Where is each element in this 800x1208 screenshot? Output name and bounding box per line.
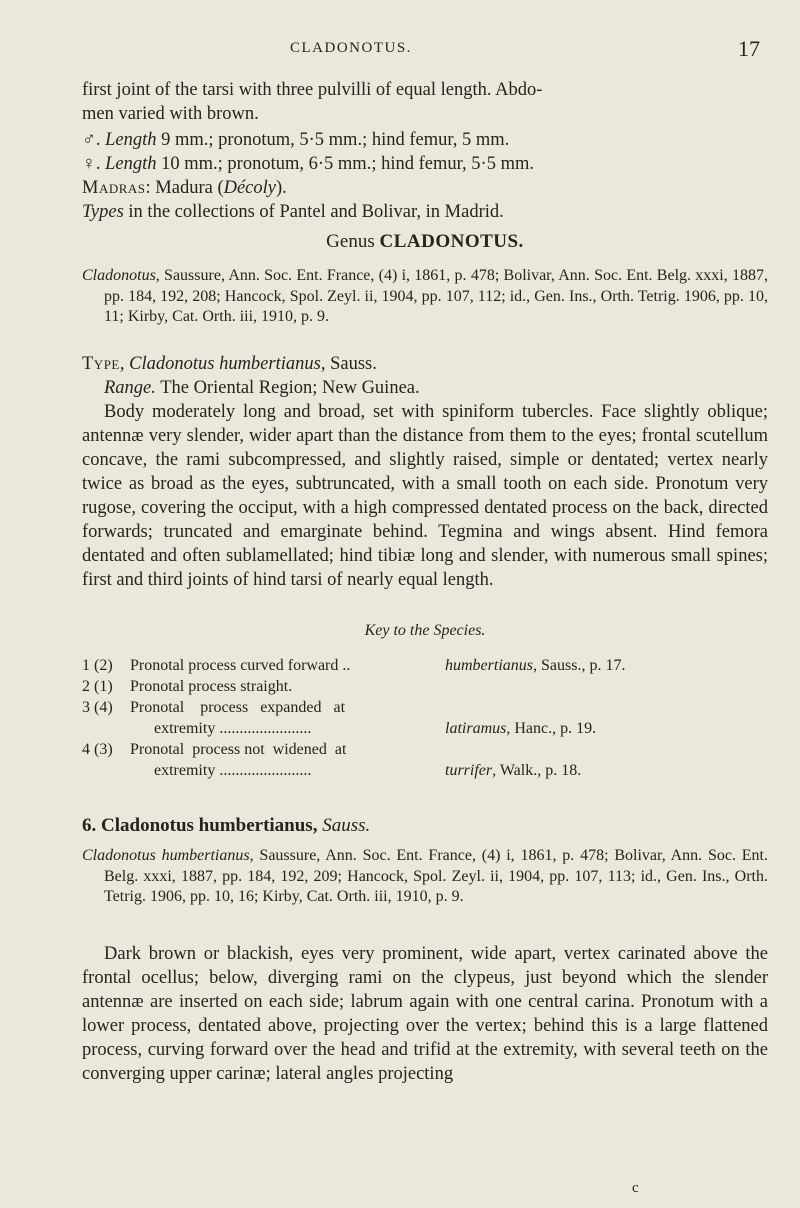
locality-close: ). — [276, 178, 287, 198]
collector-name: Décoly — [223, 178, 276, 198]
species-author: Sauss. — [322, 815, 371, 836]
key-row — [82, 676, 768, 697]
locality — [82, 176, 768, 200]
intro-line-1: first joint of the tarsi with three pulvilli of equal length. Abdo- — [82, 80, 543, 100]
species-references — [82, 846, 768, 908]
species-ref-name: Cladonotus humbertianus — [82, 847, 250, 864]
types-label: Types — [82, 202, 124, 222]
species-reference-text — [82, 846, 768, 908]
genus-type-and-range — [82, 352, 768, 592]
genus-ref-name: Cladonotus — [82, 267, 156, 284]
species-heading-line — [82, 814, 768, 838]
female-symbol: ♀. — [82, 154, 101, 174]
signature-mark: c — [632, 1180, 639, 1196]
key-species-ref: , Sauss., p. 17. — [533, 657, 626, 674]
genus-heading-name: CLADONOTUS. — [379, 231, 524, 252]
key-species-name: humbertianus — [445, 657, 533, 674]
key-species-name: latiramus — [445, 720, 507, 737]
key-row — [82, 718, 768, 739]
locality-label: Madras — [82, 178, 146, 198]
key-row-description: Pronotal process straight. — [130, 678, 293, 695]
key-row-description: Pronotal process expanded at — [130, 699, 346, 716]
male-length-label: Length — [105, 130, 157, 150]
type-label: Type — [82, 354, 120, 374]
species-number: 6. — [82, 815, 97, 836]
female-length-label: Length — [105, 154, 157, 174]
key-row-description: Pronotal process not widened at — [130, 741, 347, 758]
genus-reference-text — [82, 266, 768, 328]
key-row — [82, 760, 768, 781]
key-row-number: 1 (2) — [82, 657, 113, 674]
key-row-species — [445, 655, 625, 676]
key-row-description: extremity ....................... — [154, 720, 312, 737]
key-row-species — [445, 718, 596, 739]
intro-line-2: men varied with brown. — [82, 104, 259, 124]
key-species-ref: , Hanc., p. 19. — [506, 720, 597, 737]
female-length-text: 10 mm.; pronotum, 6·5 mm.; hind femur, 5·5 mm. — [161, 154, 534, 174]
key-row-number: 2 (1) — [82, 678, 113, 695]
species-key — [82, 655, 768, 781]
male-length-text: 9 mm.; pronotum, 5·5 mm.; hind femur, 5 mm. — [161, 130, 510, 150]
page-number: 17 — [738, 36, 760, 61]
type-species: Cladonotus humbertianus — [129, 354, 321, 374]
key-species-name: turrifer — [445, 762, 493, 779]
genus-ref-body: , Saussure, Ann. Soc. Ent. France, (4) i, 1861, p. 478; Bolivar, Ann. Soc. Ent. Belg. xxxi, 1887, pp. 184, 192, 208; Hancock, Spol. Zeyl. ii, 1904, pp. 107, 112; id., Gen. Ins., Orth. Tetrig. 1906, pp. 10, 11; Kirby, Cat. Orth. iii, 1910, p. 9. — [104, 267, 768, 325]
key-row — [82, 697, 768, 718]
key-row — [82, 655, 768, 676]
page-header — [0, 36, 800, 66]
running-title: CLADONOTUS. — [290, 40, 412, 56]
key-row-number: 3 (4) — [82, 699, 113, 716]
locality-text: : Madura ( — [145, 178, 224, 198]
types-text: in the collections of Pantel and Bolivar, in Madrid. — [128, 202, 504, 222]
range-label: Range. — [104, 378, 156, 398]
previous-species-end — [82, 78, 768, 224]
species-description-block — [82, 942, 768, 1086]
genus-references — [82, 266, 768, 328]
types-line — [82, 200, 768, 224]
key-row-description: extremity ....................... — [154, 762, 312, 779]
type-line: Type, Cladonotus humbertianus, Sauss. — [82, 354, 377, 374]
range-text: The Oriental Region; New Guinea. — [160, 378, 420, 398]
key-row-description: Pronotal process curved forward .. — [130, 657, 351, 674]
key-title — [82, 622, 768, 640]
species-description: Dark brown or blackish, eyes very prominent, wide apart, vertex carinated above the frontal ocellus; below, diverging rami on the clypeus, just beyond which the slender antennæ are inserted on each side; labrum again with one central carina. Pronotum with a lower process, dentated above, projecting over the vertex; behind this is a large flattened process, curving forward over the head and trifid at the extremity, with several teeth on the converging upper carinæ; lateral angles projecting — [82, 944, 768, 1084]
key-row-number: 4 (3) — [82, 741, 113, 758]
species-ref-body: , Saussure, Ann. Soc. Ent. France, (4) i, 1861, p. 478; Bolivar, Ann. Soc. Ent. Belg. xxxi, 1887, pp. 184, 192, 209; Hancock, Spol. Zeyl. ii, 1904, pp. 107, 113; id., Gen. Ins., Orth. Tetrig. 1906, pp. 10, 16; Kirby, Cat. Orth. iii, 1910, p. 9. — [104, 847, 769, 905]
male-symbol: ♂. — [82, 130, 101, 150]
species-name: Cladonotus humbertianus, — [101, 815, 318, 836]
genus-heading-prefix: Genus — [326, 231, 375, 252]
type-author: , Sauss. — [320, 354, 377, 374]
male-measurements — [82, 128, 768, 152]
genus-heading — [82, 231, 768, 253]
key-species-ref: , Walk., p. 18. — [492, 762, 582, 779]
female-measurements — [82, 152, 768, 176]
key-title-text: Key to the Species. — [364, 622, 486, 639]
species-heading — [82, 814, 768, 838]
key-row-species — [445, 760, 581, 781]
genus-description: Body moderately long and broad, set with spiniform tubercles. Face slightly oblique; antennæ very slender, wider apart than the distance from them to the eyes; frontal scutellum concave, the rami subcompressed, and slightly raised, simple or dentated; vertex nearly twice as broad as the eyes, subtruncated, with a small tooth on each side. Pronotum very rugose, covering the occiput, with a high compressed dentated process on the back, directed forwards; truncated and emarginate behind. Tegmina and wings absent. Hind femora dentated and often sublamellated; hind tibiæ long and slender, with numerous small spines; first and third joints of hind tarsi of nearly equal length. — [82, 402, 768, 590]
range-line — [82, 376, 768, 400]
key-row — [82, 739, 768, 760]
